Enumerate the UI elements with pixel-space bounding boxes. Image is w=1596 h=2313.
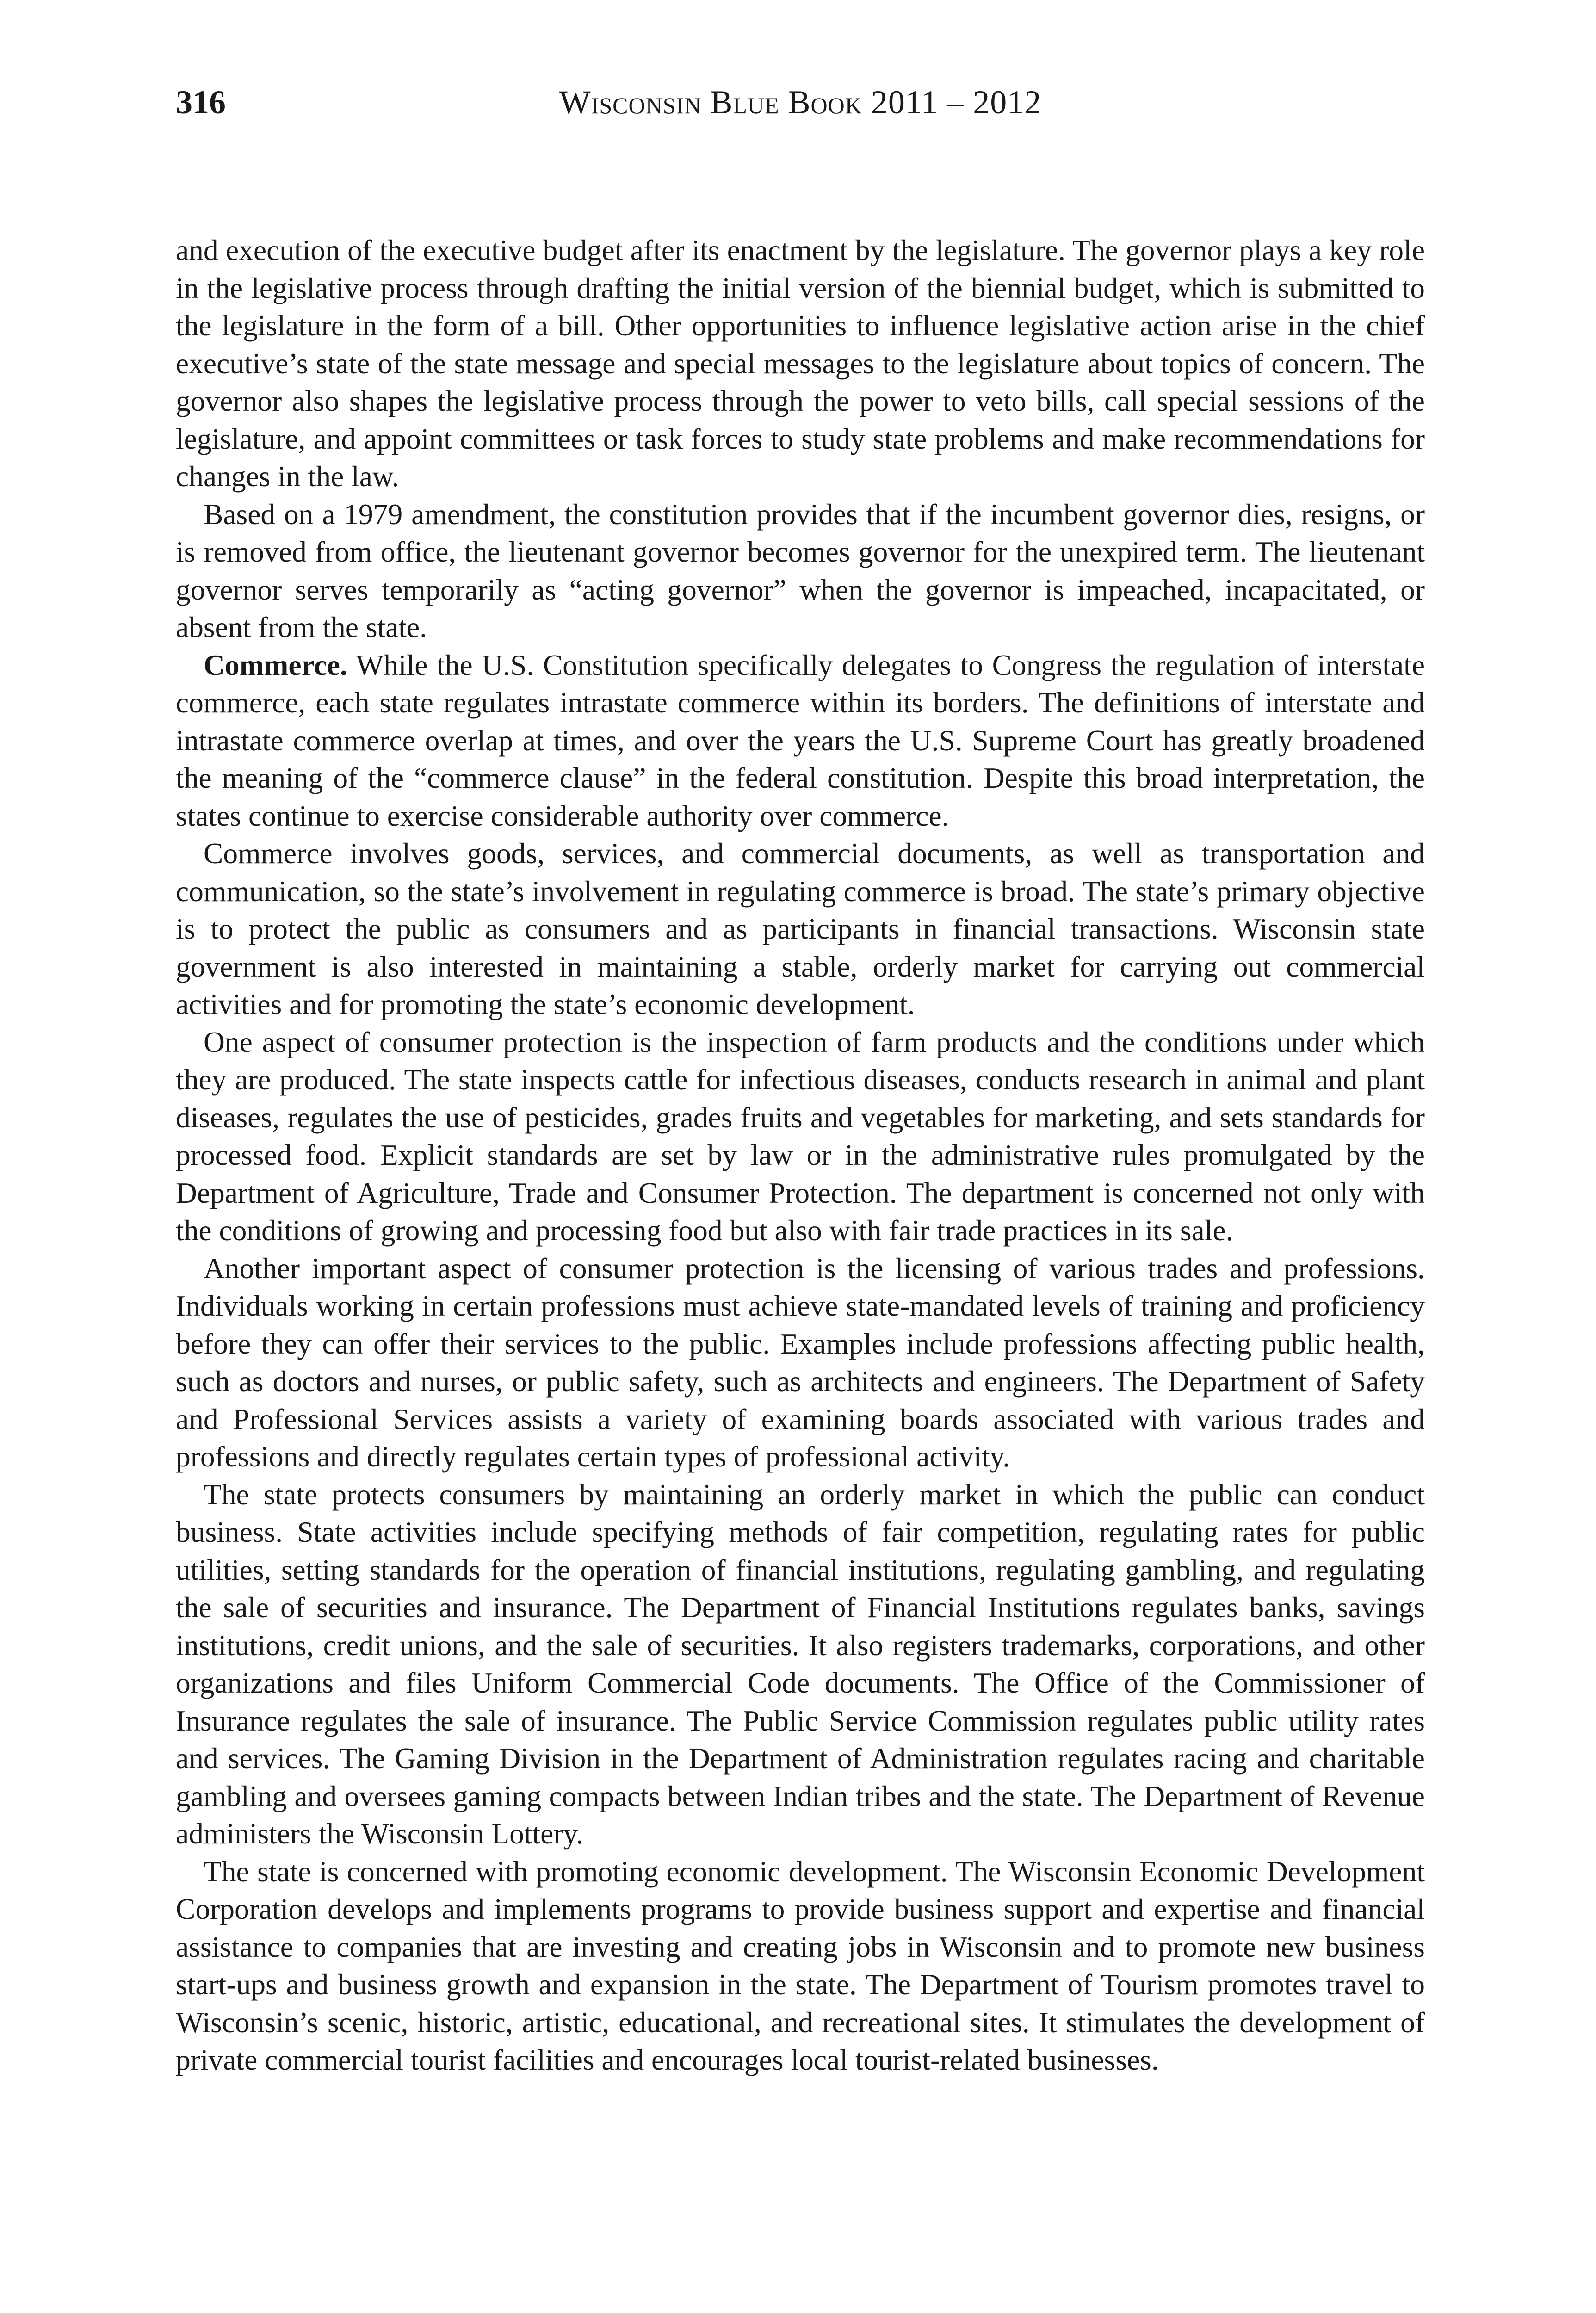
paragraph-commerce-text: While the U.S. Constitution specifically delegates to Congress the regulation of interstate commerce, each state regulates intrastate commerce within its borders. The definitions of interstate and intrastate commerce overlap at times, and over the years the U.S. Supreme Court has greatly broadened the meaning of the “commerce clause” in the federal constitution. Despite this broad interpretation, the states continue to exercise considerable authority over commerce. [176,648,1425,832]
paragraph-commerce [176,646,1425,835]
paragraph-farm-inspection: One aspect of consumer protection is the inspection of farm products and the conditions under which they are produced. The state inspects cattle for infectious diseases, conducts research in animal and plant diseases, regulates the use of pesticides, grades fruits and vegetables for marketing, and sets standards for processed food. Explicit standards are set by law or in the administrative rules promulgated by the Department of Agriculture, Trade and Consumer Protection. The department is concerned not only with the conditions of growing and processing food but also with fair trade practices in its sale. [176,1025,1425,1247]
paragraph-commerce-scope: Commerce involves goods, services, and commercial documents, as well as transportation and communication, so the state’s involvement in regulating commerce is broad. The state’s primary objective is to protect the public as consumers and as participants in financial transactions. Wisconsin state government is also interested in maintaining a stable, orderly market for carrying out commercial activities and for promoting the state’s economic development. [176,837,1425,1020]
running-head: Wisconsin Blue Book 2011 – 2012 [559,84,1042,121]
page-number: 316 [176,84,226,121]
paragraph-succession: Based on a 1979 amendment, the constitution provides that if the incumbent governor dies, resigns, or is removed from office, the lieutenant governor becomes governor for the unexpired term. The lieutenant governor serves temporarily as “acting governor” when the governor is impeached, incapacitated, or absent from the state. [176,497,1425,643]
page-header [176,86,1425,141]
section-heading-commerce: Commerce. [204,648,347,681]
paragraph-orderly-market: The state protects consumers by maintaining an orderly market in which the public can conduct business. State activities include specifying methods of fair competition, regulating rates for public utilities, setting standards for the operation of financial institutions, regulating gambling, and regulating the sale of securities and insurance. The Department of Financial Institutions regulates banks, savings institutions, credit unions, and the sale of securities. It also registers trademarks, corporations, and other organizations and files Uniform Commercial Code documents. The Office of the Commissioner of Insurance regulates the sale of insurance. The Public Service Commission regulates public utility rates and services. The Gaming Division in the Department of Administration regulates racing and charitable gambling and oversees gaming compacts between Indian tribes and the state. The Department of Revenue administers the Wisconsin Lottery. [176,1478,1425,1850]
paragraph-licensing: Another important aspect of consumer protection is the licensing of various trades and professions. Individuals working in certain professions must achieve state-mandated levels of training and proficiency before they can offer their services to the public. Examples include professions affecting public health, such as doctors and nurses, or public safety, such as architects and engineers. The Department of Safety and Professional Services assists a variety of examining boards associated with various trades and professions and directly regulates certain types of professional activity. [176,1251,1425,1473]
paragraph-economic-development: The state is concerned with promoting economic development. The Wisconsin Economic Development Corporation develops and implements programs to provide business support and expertise and financial assistance to companies that are investing and creating jobs in Wisconsin and to promote new business start-ups and business growth and expansion in the state. The Department of Tourism promotes travel to Wisconsin’s scenic, historic, artistic, educational, and recreational sites. It stimulates the development of private commercial tourist facilities and encourages local tourist-related businesses. [176,1855,1425,2076]
paragraph-governor-budget: and execution of the executive budget after its enactment by the legislature. The governor plays a key role in the legislative process through drafting the initial version of the biennial budget, which is submitted to the legislature in the form of a bill. Other opportunities to influence legislative action arise in the chief executive’s state of the state message and special messages to the legislature about topics of concern. The governor also shapes the legislative process through the power to veto bills, call special sessions of the legislature, and appoint committees or task forces to study state problems and make recommendations for changes in the law. [176,234,1425,493]
body-text [176,231,1425,2079]
